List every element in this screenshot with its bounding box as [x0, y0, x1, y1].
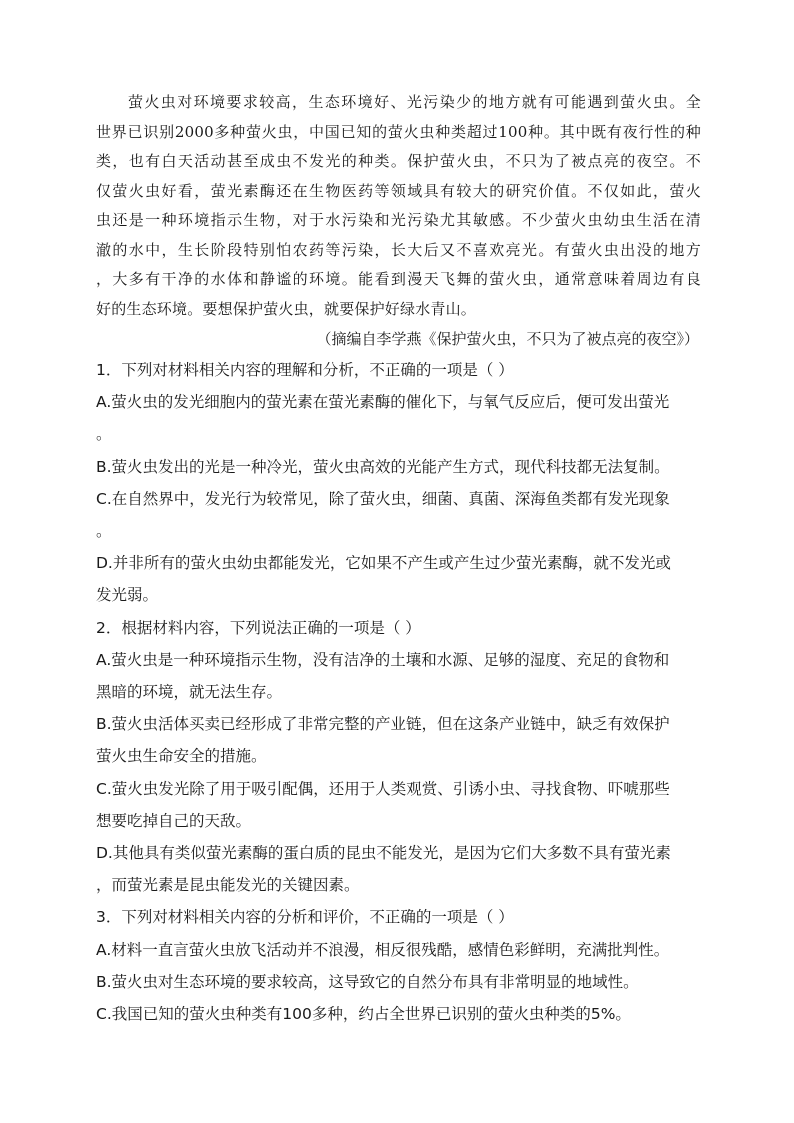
passage-line: ，大多有干净的水体和静谧的环境。能看到漫天飞舞的萤火虫，通常意味着周边有良 [96, 270, 701, 288]
passage-line: 澈的水中，生长阶段特别怕农药等污染，长大后又不喜欢亮光。有萤火虫出没的地方 [96, 240, 701, 259]
document-page [96, 88, 701, 1030]
option-line: B.萤火虫对生态环境的要求较高，这导致它的自然分布具有非常明显的地域性。 [96, 972, 639, 991]
option-line: 发光弱。 [96, 586, 159, 605]
question-2-stem: 2．根据材料内容，下列说法正确的一项是（ ） [96, 618, 421, 637]
passage-line: 世界已识别2000多种萤火虫，中国已知的萤火虫种类超过100种。其中既有夜行性的种 [96, 122, 701, 141]
option-line: A.萤火虫的发光细胞内的萤光素在萤光素酶的催化下，与氧气反应后，便可发出萤光 [96, 393, 670, 412]
option-line: B.萤火虫发出的光是一种冷光，萤火虫高效的光能产生方式，现代科技都无法复制。 [96, 457, 670, 476]
questions-section [96, 354, 701, 1030]
option-line: 。 [96, 425, 112, 444]
option-line: C.我国已知的萤火虫种类有100多种，约占全世界已识别的萤火虫种类的5%。 [96, 1005, 631, 1024]
option-line: 萤火虫生命安全的措施。 [96, 747, 267, 766]
passage-source: （摘编自李学燕《保护萤火虫，不只为了被点亮的夜空》） [316, 330, 699, 348]
option-line: C.萤火虫发光除了用于吸引配偶，还用于人类观赏、引诱小虫、寻找食物、吓唬那些 [96, 779, 670, 798]
option-line: D.其他具有类似萤光素酶的蛋白质的昆虫不能发光，是因为它们大多数不具有萤光素 [96, 844, 671, 863]
question-1-stem: 1．下列对材料相关内容的理解和分析，不正确的一项是（ ） [96, 361, 514, 379]
option-line: 想要吃掉自己的天敌。 [96, 811, 252, 830]
passage-line: 虫还是一种环境指示生物，对于水污染和光污染尤其敏感。不少萤火虫幼虫生活在清 [96, 211, 701, 229]
passage-line: 仅萤火虫好看，萤光素酶还在生物医药等领域具有较大的研究价值。不仅如此，萤火 [96, 181, 701, 200]
option-line: C.在自然界中，发光行为较常见，除了萤火虫，细菌、真菌、深海鱼类都有发光现象 [96, 489, 670, 508]
option-line: A.萤火虫是一种环境指示生物，没有洁净的土壤和水源、足够的湿度、充足的食物和 [96, 650, 670, 669]
option-line: A.材料一直言萤火虫放飞活动并不浪漫，相反很残酷，感情色彩鲜明，充满批判性。 [96, 940, 670, 959]
question-3-stem: 3．下列对材料相关内容的分析和评价，不正确的一项是（ ） [96, 908, 514, 927]
option-line: 黑暗的环境，就无法生存。 [96, 683, 283, 702]
passage-line: 萤火虫对环境要求较高，生态环境好、光污染少的地方就有可能遇到萤火虫。全 [128, 93, 701, 111]
reading-passage [96, 88, 701, 324]
passage-line: 好的生态环境。要想保护萤火虫，就要保护好绿水青山。 [96, 299, 477, 318]
passage-line: 类，也有白天活动甚至成虫不发光的种类。保护萤火虫，不只为了被点亮的夜空。不 [96, 152, 701, 170]
option-line: ，而萤光素是昆虫能发光的关键因素。 [96, 876, 360, 895]
option-line: D.并非所有的萤火虫幼虫都能发光，它如果不产生或产生过少萤光素酶，就不发光或 [96, 554, 671, 573]
option-line: B.萤火虫活体买卖已经形成了非常完整的产业链，但在这条产业链中，缺乏有效保护 [96, 715, 670, 734]
option-line: 。 [96, 522, 112, 541]
